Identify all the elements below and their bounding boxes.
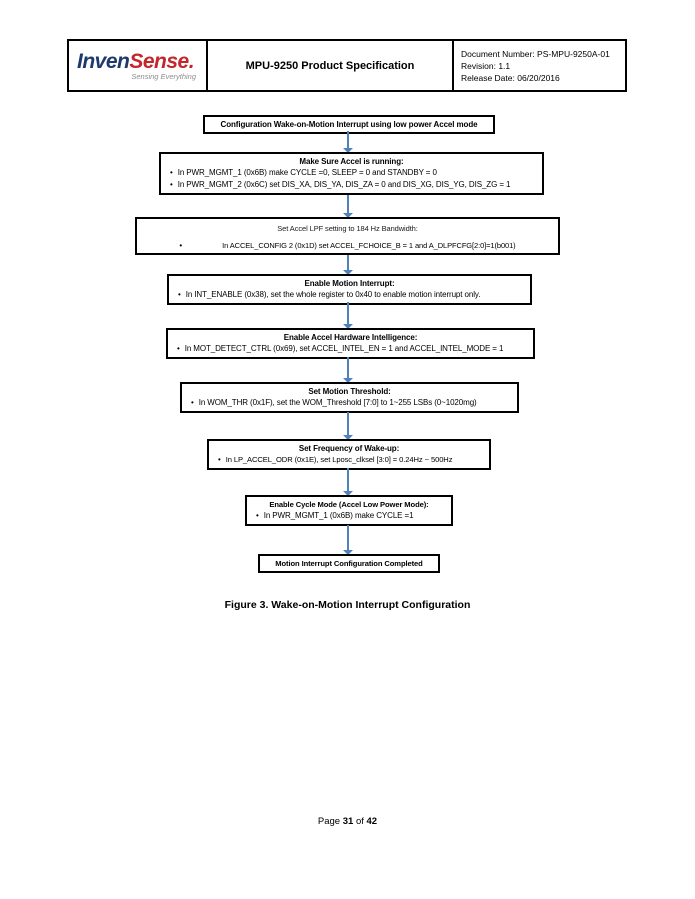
flow-arrow-down-icon — [347, 131, 349, 148]
flow-box-title: Enable Accel Hardware Intelligence: — [283, 333, 418, 342]
flow-box-bullets — [250, 510, 448, 522]
figure-caption: Figure 3. Wake-on-Motion Interrupt Configuration — [224, 599, 471, 611]
logo-text-red: Sense. — [129, 49, 195, 73]
logo-text-blue: Inven — [77, 49, 130, 73]
flow-arrow-down-icon — [347, 255, 349, 270]
flow-arrow-down-icon — [347, 195, 349, 213]
flow-box-bullets — [171, 343, 530, 355]
flow-box-hardware-intelligence — [166, 328, 535, 359]
flow-box-config-wom-interrupt — [203, 115, 495, 134]
flow-box-bullets — [172, 289, 527, 301]
document-title: MPU-9250 Product Specification — [208, 41, 454, 90]
bullet-item: • In INT_ENABLE (0x38), set the whole register to 0x40 to enable motion interrupt only. — [172, 289, 527, 301]
flow-box-title: Set Frequency of Wake-up: — [298, 444, 400, 453]
flow-box-title: Make Sure Accel is running: — [299, 157, 404, 166]
flow-box-title: Motion Interrupt Configuration Completed — [275, 559, 423, 568]
flow-box-title: Set Motion Threshold: — [308, 387, 391, 396]
document-number: Document Number: PS-MPU-9250A-01 — [461, 49, 610, 59]
flow-arrow-down-icon — [347, 412, 349, 435]
header-table — [67, 39, 627, 92]
flow-arrow-down-icon — [347, 468, 349, 491]
document-release-date: Release Date: 06/20/2016 — [461, 73, 560, 83]
flow-box-enable-cycle-mode — [245, 495, 453, 526]
flow-box-bullets — [212, 454, 486, 466]
bullet-item: • In PWR_MGMT_1 (0x6B) make CYCLE =1 — [250, 510, 448, 522]
flow-box-motion-threshold — [180, 382, 519, 413]
flow-box-title: Configuration Wake-on-Motion Interrupt using low power Accel mode — [220, 120, 478, 129]
footer-total-pages: 42 — [366, 816, 378, 827]
flow-box-accel-lpf — [135, 217, 560, 255]
footer-page-number: 31 — [342, 816, 354, 827]
flow-box-title: Set Accel LPF setting to 184 Hz Bandwidth: — [277, 224, 418, 233]
page-footer — [0, 816, 695, 827]
flow-box-wakeup-frequency — [207, 439, 491, 470]
flow-box-bullets — [164, 167, 539, 191]
bullet-item: • In WOM_THR (0x1F), set the WOM_Threshold [7:0] to 1~255 LSBs (0~1020mg) — [185, 397, 514, 409]
bullet-item: • In MOT_DETECT_CTRL (0x69), set ACCEL_INTEL_EN = 1 and ACCEL_INTEL_MODE = 1 — [171, 343, 530, 355]
flow-box-title: Enable Cycle Mode (Accel Low Power Mode): — [269, 500, 429, 509]
logo-tagline: Sensing Everything — [131, 71, 196, 81]
bullet-item: • In LP_ACCEL_ODR (0x1E), set Lposc_clksel [3:0] = 0.24Hz ~ 500Hz — [212, 454, 486, 466]
footer-separator: of — [353, 816, 367, 827]
flow-box-bullets — [185, 397, 514, 409]
flow-box-title: Enable Motion Interrupt: — [304, 279, 395, 288]
flow-box-configuration-completed — [258, 554, 440, 573]
flow-arrow-down-icon — [347, 525, 349, 550]
flow-arrow-down-icon — [347, 302, 349, 324]
flow-box-bullets — [140, 240, 555, 252]
bullet-item: • In ACCEL_CONFIG 2 (0x1D) set ACCEL_FCHOICE_B = 1 and A_DLPFCFG[2:0]=1(b001) — [140, 240, 555, 252]
invensense-logo — [69, 41, 208, 90]
footer-prefix: Page — [317, 816, 343, 827]
flow-arrow-down-icon — [347, 357, 349, 378]
flow-box-enable-motion-interrupt — [167, 274, 532, 305]
document-info — [454, 41, 625, 90]
flow-box-accel-running — [159, 152, 544, 195]
document-revision: Revision: 1.1 — [461, 61, 511, 71]
logo-wordmark — [77, 51, 198, 73]
bullet-item: • In PWR_MGMT_1 (0x6B) make CYCLE =0, SLEEP = 0 and STANDBY = 0 — [164, 167, 539, 179]
bullet-item: • In PWR_MGMT_2 (0x6C) set DIS_XA, DIS_YA, DIS_ZA = 0 and DIS_XG, DIS_YG, DIS_ZG = 1 — [164, 179, 539, 191]
